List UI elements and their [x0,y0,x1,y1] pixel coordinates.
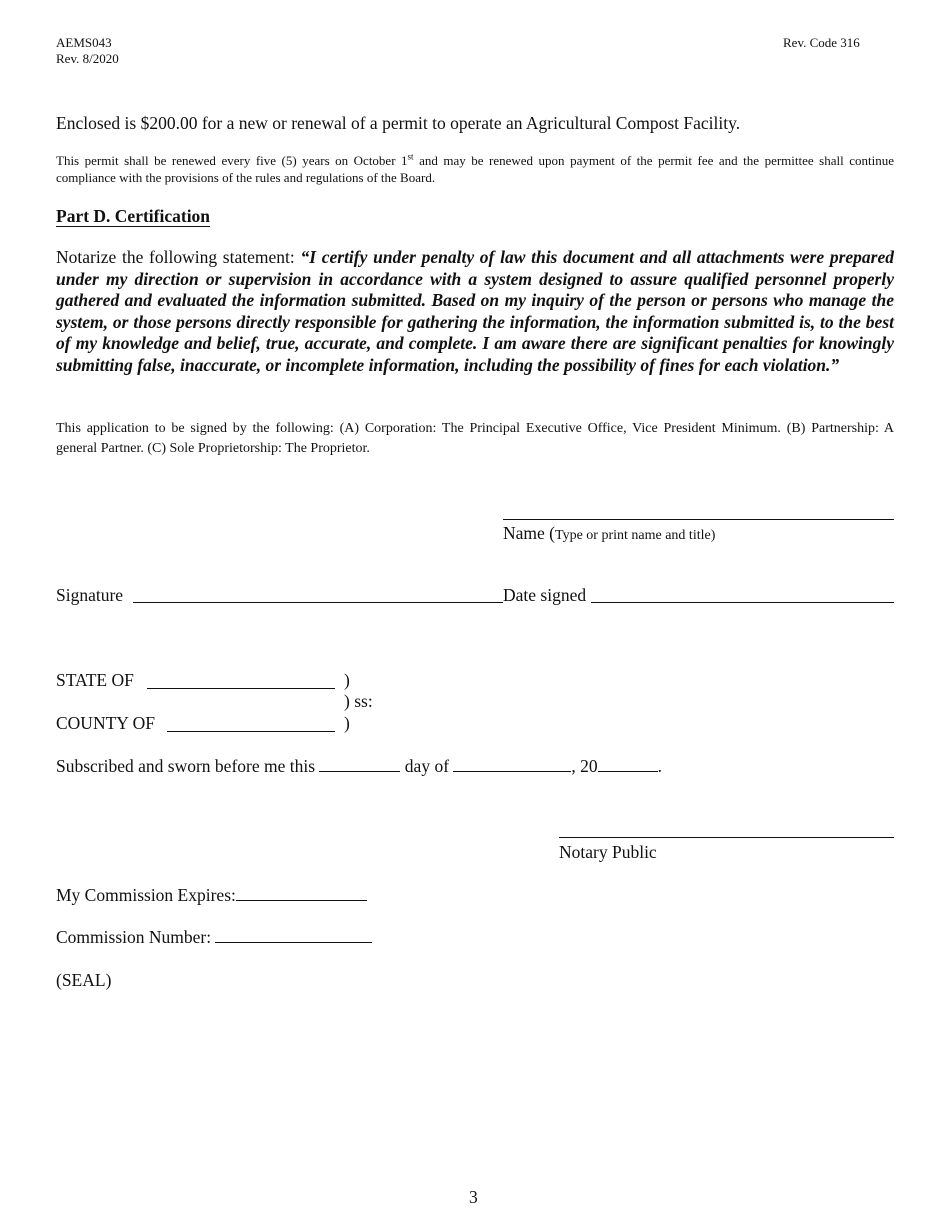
commission-expires-label: My Commission Expires: [56,885,236,905]
certification-statement: “I certify under penalty of law this document and all attachments were prepared under my direction or supervision in accordance with a system designed to assure qualified personnel properly gathered and evaluated the information submitted. Based on my inquiry of the person or persons who manage the system, or those persons directly responsible for gathering the information, the information submitted is, to the best of my knowledge and belief, true, accurate, and complete. I am aware there are significant penalties for knowingly submitting false, inaccurate, or incomplete information, including the possibility of fines for each violation.” [56,247,894,375]
commission-expires [56,884,367,906]
county-of-line[interactable] [167,731,335,732]
form-code: AEMS043 [56,35,112,50]
part-d-heading-text: Part D. Certification [56,206,211,226]
subscribed-text-3: , 20 [571,756,598,776]
renewal-sup: st [407,151,414,162]
signature-line[interactable] [133,602,503,603]
day-blank[interactable] [319,755,400,772]
certification-lead: Notarize the following statement: [56,247,301,267]
year-blank[interactable] [598,755,658,772]
name-label [503,522,715,547]
form-revision: Rev. 8/2020 [56,51,119,66]
date-signed-line[interactable] [591,602,894,603]
month-blank[interactable] [453,755,571,772]
part-d-heading [56,205,210,227]
commission-expires-blank[interactable] [236,884,367,901]
county-of-label: COUNTY OF [56,713,156,733]
name-hint: Type or print name and title) [555,528,716,543]
paren-2: ) [344,713,350,733]
signature-label: Signature [56,585,124,605]
renewal-text-2: and may be renewed upon payment of the permit fee and the permittee shall continue compliance with the provisions of the rules and regulations of the Board. [56,153,894,185]
name-line[interactable] [503,519,894,520]
subscribed-text-2: day of [404,756,450,776]
subscribed-text-1: Subscribed and sworn before me this [56,756,316,776]
renewal-text-1: This permit shall be renewed every five (5) years on October 1 [56,153,408,168]
name-label-text: Name ( [503,523,555,543]
rev-code: Rev. Code 316 [783,35,860,50]
commission-number-label: Commission Number: [56,927,212,947]
notary-public-label: Notary Public [559,842,657,862]
renewal-paragraph [56,152,894,186]
subscribed-text-4: . [657,756,663,776]
notary-signature-line[interactable] [559,837,894,838]
signers-note: This application to be signed by the following: (A) Corporation: The Principal Executive Office, Vice President Minimum. (B) Partnership: A general Partner. (C) Sole Proprietorship: The Proprietor. [56,421,894,456]
state-of-label: STATE OF [56,670,134,690]
ss-label: ) ss: [344,691,373,711]
commission-number [56,926,372,948]
state-of-line[interactable] [147,688,335,689]
paren-1: ) [344,670,350,690]
certification-paragraph [56,247,894,376]
fee-statement: Enclosed is $200.00 for a new or renewal of a permit to operate an Agricultural Compost Facility. [56,113,741,133]
page-number: 3 [469,1187,478,1207]
subscribed-line [56,755,662,777]
date-signed-label: Date signed [503,585,587,605]
commission-number-blank[interactable] [215,926,372,943]
seal-label: (SEAL) [56,970,112,990]
